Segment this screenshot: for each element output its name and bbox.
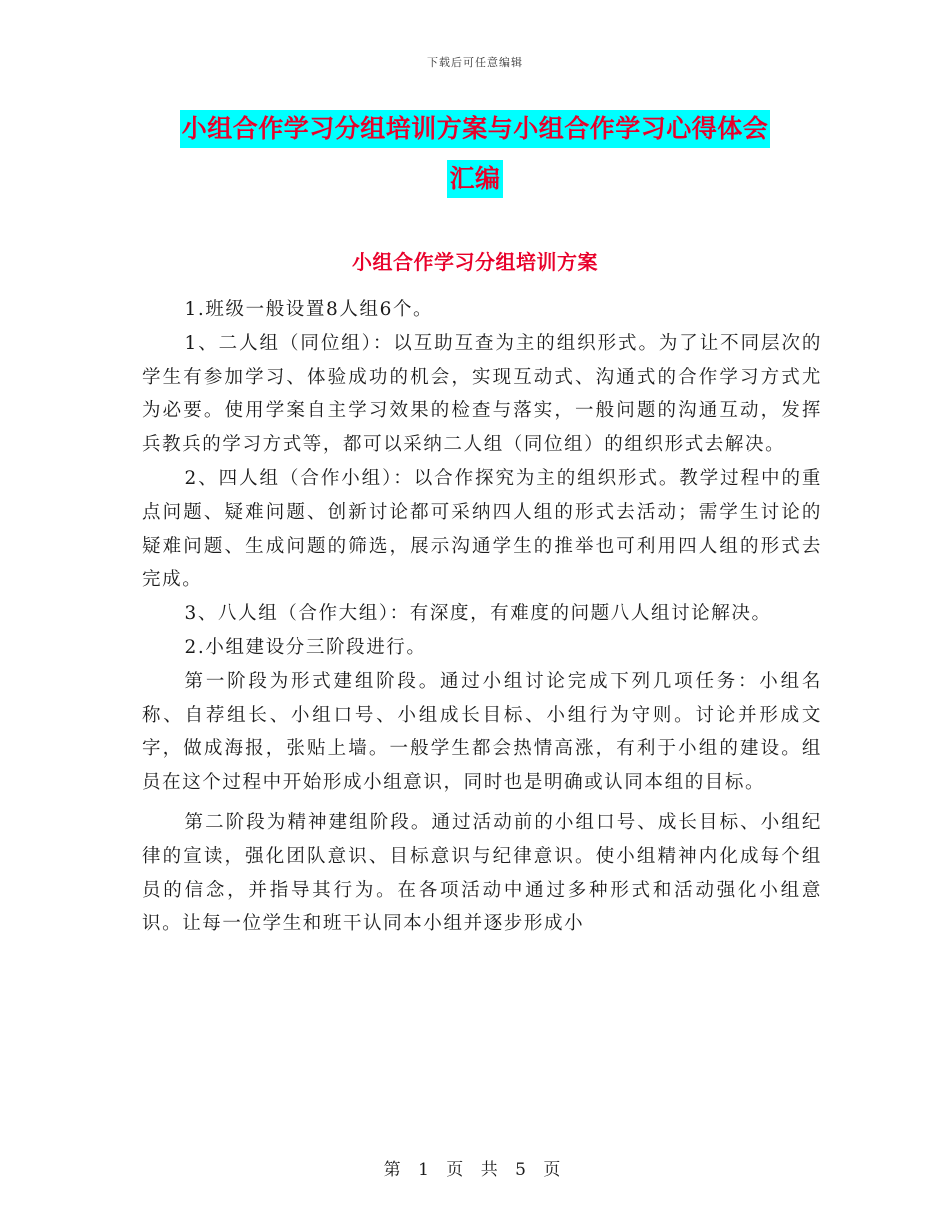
paragraph: 第一阶段为形式建组阶段。通过小组讨论完成下列几项任务：小组名称、自荐组长、小组口号、小组成长目标、小组行为守则。讨论并形成文字，做成海报，张贴上墙。一般学生都会热情高涨，有利于小组的建设。组员在这个过程中开始形成小组意识，同时也是明确或认同本组的目标。 xyxy=(142,670,822,794)
section-title: 小组合作学习分组培训方案 xyxy=(352,250,598,274)
title-line-1: 小组合作学习分组培训方案与小组合作学习心得体会 xyxy=(180,110,771,148)
paragraph: 1、二人组（同位组）：以互助互查为主的组织形式。为了让不同层次的学生有参加学习、体验成功的机会，实现互动式、沟通式的合作学习方式尤为必要。使用学案自主学习效果的检查与落实，一般问题的沟通互动，发挥兵教兵的学习方式等，都可以采纳二人组（同位组）的组织形式去解决。 xyxy=(142,332,822,456)
paragraph: 2、四人组（合作小组）：以合作探究为主的组织形式。教学过程中的重点问题、疑难问题、创新讨论都可采纳四人组的形式去活动；需学生讨论的疑难问题、生成问题的筛选，展示沟通学生的推举也可利用四人组的形式去完成。 xyxy=(142,467,822,591)
body-text xyxy=(142,293,822,941)
header-note: 下载后可任意编辑 xyxy=(427,56,523,69)
document-title xyxy=(0,110,950,210)
paragraph: 1.班级一般设置8人组6个。 xyxy=(184,299,434,320)
paragraph: 第二阶段为精神建组阶段。通过活动前的小组口号、成长目标、小组纪律的宣读，强化团队意识、目标意识与纪律意识。使小组精神内化成每个组员的信念，并指导其行为。在各项活动中通过多种形式和活动强化小组意识。让每一位学生和班干认同本小组并逐步形成小 xyxy=(142,811,822,935)
page-footer: 第 1 页 共 5 页 xyxy=(383,1160,567,1180)
title-line-2: 汇编 xyxy=(447,160,502,198)
paragraph: 3、八人组（合作大组）：有深度，有难度的问题八人组讨论解决。 xyxy=(184,603,772,625)
paragraph: 2.小组建设分三阶段进行。 xyxy=(184,636,427,658)
